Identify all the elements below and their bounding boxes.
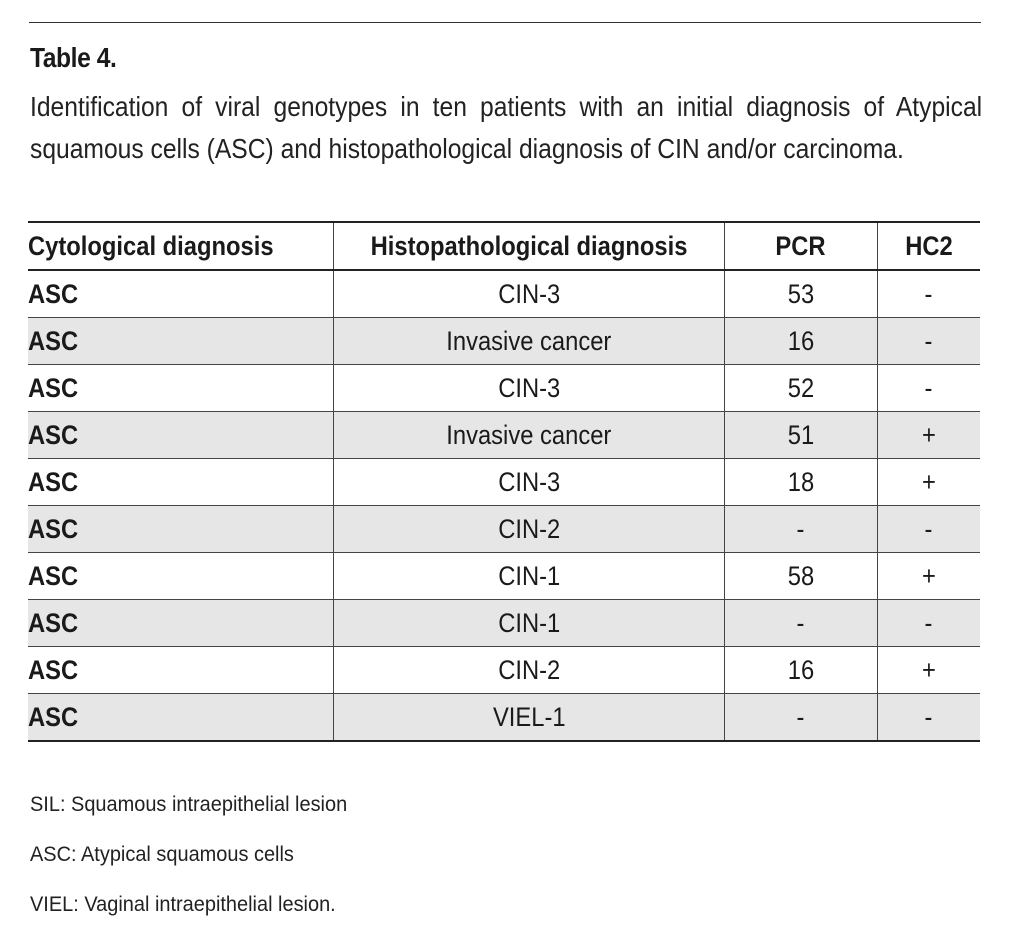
cell-pcr: - — [725, 694, 878, 742]
top-rule — [29, 22, 981, 23]
cell-pcr: 53 — [725, 270, 878, 318]
footnote-sil: SIL: Squamous intraepithelial lesion — [30, 793, 348, 816]
cell-pcr: 18 — [725, 459, 878, 506]
table-row — [28, 318, 980, 365]
cell-cytological: ASC — [28, 318, 333, 365]
footnote-viel: VIEL: Vaginal intraepithelial lesion. — [30, 893, 336, 916]
cell-pcr: 52 — [725, 365, 878, 412]
cell-histopathological: CIN-3 — [333, 459, 725, 506]
table-row — [28, 647, 980, 694]
table-row — [28, 365, 980, 412]
cell-histopathological: CIN-2 — [333, 647, 725, 694]
cell-cytological: ASC — [28, 694, 333, 742]
footnotes — [30, 790, 364, 940]
table-row — [28, 270, 980, 318]
cell-hc2: + — [877, 412, 980, 459]
cell-histopathological: CIN-1 — [333, 553, 725, 600]
caption-line-2: squamous cells (ASC) and histopathological diagnosis of CIN and/or carcinoma. — [30, 133, 904, 164]
table-label: Table 4. — [30, 42, 117, 73]
cell-pcr: 58 — [725, 553, 878, 600]
cell-histopathological: CIN-3 — [333, 270, 725, 318]
cell-pcr: 16 — [725, 647, 878, 694]
footnote-asc: ASC: Atypical squamous cells — [30, 843, 294, 866]
table-row — [28, 412, 980, 459]
table-row — [28, 694, 980, 742]
cell-hc2: - — [877, 506, 980, 553]
cell-cytological: ASC — [28, 600, 333, 647]
cell-histopathological: VIEL-1 — [333, 694, 725, 742]
cell-histopathological: Invasive cancer — [333, 318, 725, 365]
table-header-row — [28, 222, 980, 270]
cell-cytological: ASC — [28, 459, 333, 506]
cell-hc2: - — [877, 600, 980, 647]
cell-cytological: ASC — [28, 365, 333, 412]
cell-pcr: - — [725, 506, 878, 553]
table-row — [28, 459, 980, 506]
cell-cytological: ASC — [28, 647, 333, 694]
header-histopathological-diagnosis: Histopathological diagnosis — [333, 222, 725, 270]
header-pcr: PCR — [725, 222, 878, 270]
cell-hc2: - — [877, 694, 980, 742]
header-cytological-diagnosis: Cytological diagnosis — [28, 222, 333, 270]
cell-cytological: ASC — [28, 506, 333, 553]
cell-hc2: + — [877, 459, 980, 506]
cell-hc2: - — [877, 270, 980, 318]
cell-cytological: ASC — [28, 553, 333, 600]
cell-cytological: ASC — [28, 412, 333, 459]
cell-pcr: 51 — [725, 412, 878, 459]
table-row — [28, 600, 980, 647]
cell-pcr: - — [725, 600, 878, 647]
cell-hc2: - — [877, 318, 980, 365]
header-hc2: HC2 — [877, 222, 980, 270]
cell-histopathological: CIN-1 — [333, 600, 725, 647]
caption-line-1: Identification of viral genotypes in ten patients with an initial diagnosis of Atypical — [30, 91, 983, 122]
cell-histopathological: CIN-3 — [333, 365, 725, 412]
cell-histopathological: Invasive cancer — [333, 412, 725, 459]
genotype-table — [28, 221, 980, 742]
cell-hc2: + — [877, 553, 980, 600]
table-caption — [30, 86, 982, 170]
cell-pcr: 16 — [725, 318, 878, 365]
cell-histopathological: CIN-2 — [333, 506, 725, 553]
table-row — [28, 553, 980, 600]
cell-hc2: + — [877, 647, 980, 694]
cell-hc2: - — [877, 365, 980, 412]
cell-cytological: ASC — [28, 270, 333, 318]
table-row — [28, 506, 980, 553]
